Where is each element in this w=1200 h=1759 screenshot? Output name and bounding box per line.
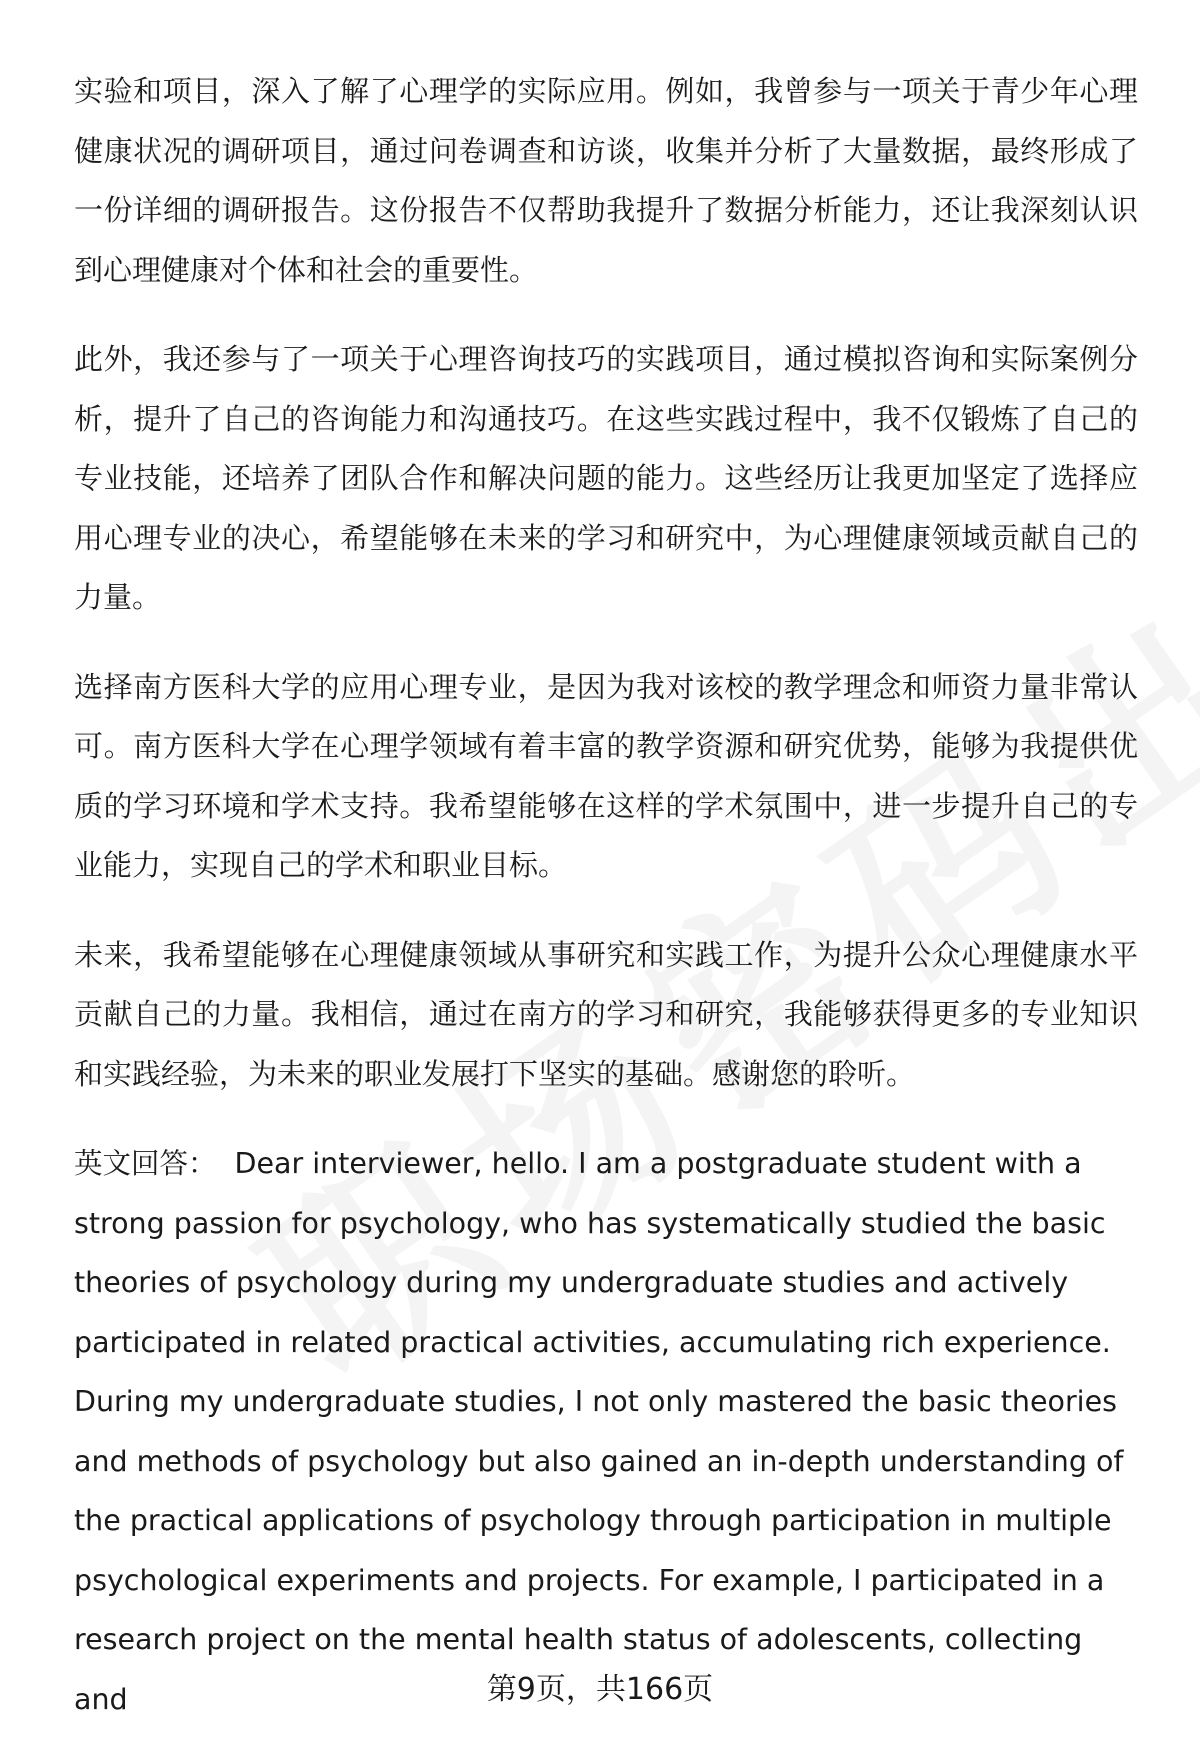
paragraph-3: 选择南方医科大学的应用心理专业，是因为我对该校的教学理念和师资力量非常认可。南方医科大学在心理学领域有着丰富的教学资源和研究优势，能够为我提供优质的学习环境和学术支持。我希望能够在这样的学术氛围中，进一步提升自己的专业能力，实现自己的学术和职业目标。 bbox=[74, 669, 1138, 882]
english-answer-paragraph bbox=[74, 1134, 1138, 1729]
english-answer-label: 英文回答： bbox=[74, 1147, 217, 1180]
paragraph-4: 未来，我希望能够在心理健康领域从事研究和实践工作，为提升公众心理健康水平贡献自己的力量。我相信，通过在南方的学习和研究，我能够获得更多的专业知识和实践经验，为未来的职业发展打下坚实的基础。感谢您的聆听。 bbox=[74, 937, 1138, 1091]
paragraph-2: 此外，我还参与了一项关于心理咨询技巧的实践项目，通过模拟咨询和实际案例分析，提升了自己的咨询能力和沟通技巧。在这些实践过程中，我不仅锻炼了自己的专业技能，还培养了团队合作和解决问题的能力。这些经历让我更加坚定了选择应用心理专业的决心，希望能够在未来的学习和研究中，为心理健康领域贡献自己的力量。 bbox=[74, 342, 1138, 614]
english-answer-text: Dear interviewer, hello. I am a postgraduate student with a strong passion for psychology, who has systematically studied the basic theories of psychology during my undergraduate studies and actively participated in related practical activities, accumulating rich experience. During my undergraduate studies, I not only mastered the basic theories and methods of psychology but also gained an in-depth understanding of the practical applications of psychology through participation in multiple psychological experiments and projects. For example, I participated in a research project on the mental health status of adolescents, collecting and bbox=[74, 1147, 1124, 1716]
page-indicator: 第9页，共166页 bbox=[486, 1672, 714, 1707]
paragraph-1: 实验和项目，深入了解了心理学的实际应用。例如，我曾参与一项关于青少年心理健康状况的调研项目，通过问卷调查和访谈，收集并分析了大量数据，最终形成了一份详细的调研报告。这份报告不仅帮助我提升了数据分析能力，还让我深刻认识到心理健康对个体和社会的重要性。 bbox=[74, 74, 1138, 287]
document-body bbox=[74, 62, 1138, 1759]
